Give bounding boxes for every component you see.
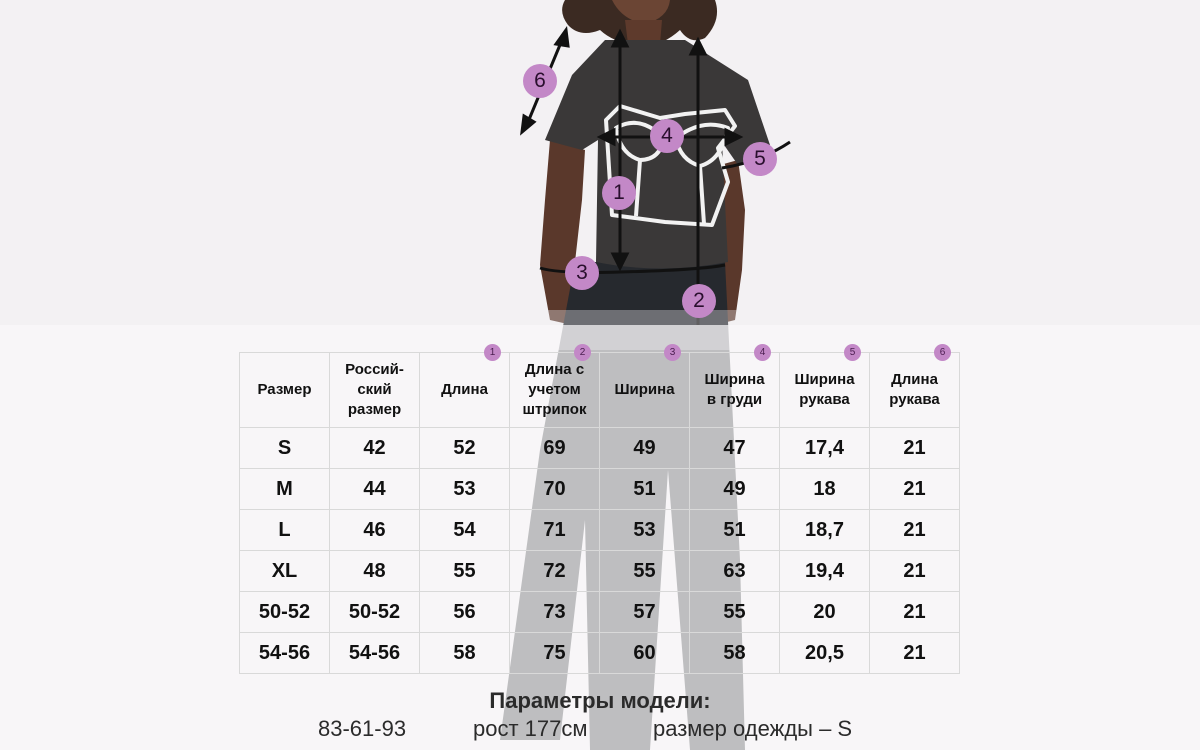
marker-3: 3 [565, 256, 599, 290]
table-cell: 52 [420, 428, 510, 469]
table-cell: 73 [510, 592, 600, 633]
table-cell: 56 [420, 592, 510, 633]
table-cell: 58 [690, 633, 780, 674]
table-cell: 71 [510, 510, 600, 551]
table-cell: 51 [600, 469, 690, 510]
table-cell: 55 [690, 592, 780, 633]
header-cell: 2 Длина с учетом штрипок [510, 353, 600, 428]
table-cell: 63 [690, 551, 780, 592]
header-cell: Размер [240, 353, 330, 428]
header-cell: 4 Ширина в груди [690, 353, 780, 428]
table-cell: 55 [600, 551, 690, 592]
header-cell: 6 Длина рукава [870, 353, 960, 428]
table-cell: L [240, 510, 330, 551]
table-row [240, 428, 960, 469]
table-cell: 48 [330, 551, 420, 592]
table-cell: 53 [600, 510, 690, 551]
header-cell: Россий- ский размер [330, 353, 420, 428]
table-cell: 20 [780, 592, 870, 633]
column-badge: 2 [574, 344, 591, 361]
table-cell: 21 [870, 592, 960, 633]
header-cell: 3 Ширина [600, 353, 690, 428]
table-cell: 72 [510, 551, 600, 592]
marker-5: 5 [743, 142, 777, 176]
model-size: размер одежды – S [653, 716, 853, 741]
column-badge: 6 [934, 344, 951, 361]
table-cell: 21 [870, 428, 960, 469]
table-cell: 57 [600, 592, 690, 633]
table-header-row [240, 353, 960, 428]
table-cell: XL [240, 551, 330, 592]
table-cell: 53 [420, 469, 510, 510]
table-cell: 70 [510, 469, 600, 510]
table-cell: M [240, 469, 330, 510]
table-cell: 50-52 [330, 592, 420, 633]
header-cell: 1 Длина [420, 353, 510, 428]
table-cell: 44 [330, 469, 420, 510]
table-cell: 21 [870, 551, 960, 592]
marker-2: 2 [682, 284, 716, 318]
table-row [240, 592, 960, 633]
table-cell: 20,5 [780, 633, 870, 674]
table-cell: 69 [510, 428, 600, 469]
table-cell: 18,7 [780, 510, 870, 551]
table-cell: 21 [870, 469, 960, 510]
table-row [240, 551, 960, 592]
table-cell: 17,4 [780, 428, 870, 469]
header-cell: 5 Ширина рукава [780, 353, 870, 428]
table-cell: 47 [690, 428, 780, 469]
model-measurements: 83-61-93 [318, 716, 407, 741]
table-cell: 51 [690, 510, 780, 551]
table-cell: 54-56 [330, 633, 420, 674]
column-badge: 3 [664, 344, 681, 361]
table-cell: 75 [510, 633, 600, 674]
table-cell: 46 [330, 510, 420, 551]
model-height: рост 177см [473, 716, 588, 741]
table-cell: 42 [330, 428, 420, 469]
table-cell: 19,4 [780, 551, 870, 592]
table-cell: 55 [420, 551, 510, 592]
table-row [240, 510, 960, 551]
table-cell: 18 [780, 469, 870, 510]
table-row [240, 469, 960, 510]
table-cell: 54-56 [240, 633, 330, 674]
table-cell: 58 [420, 633, 510, 674]
model-params-line [0, 716, 1200, 744]
table-row [240, 633, 960, 674]
table-cell: 60 [600, 633, 690, 674]
column-badge: 5 [844, 344, 861, 361]
size-chart-table [239, 347, 960, 674]
table-cell: S [240, 428, 330, 469]
marker-6: 6 [523, 64, 557, 98]
table-cell: 21 [870, 510, 960, 551]
marker-1: 1 [602, 176, 636, 210]
model-params-title: Параметры модели: [489, 688, 711, 713]
table-cell: 50-52 [240, 592, 330, 633]
table-cell: 21 [870, 633, 960, 674]
column-badge: 4 [754, 344, 771, 361]
table-cell: 49 [690, 469, 780, 510]
table-cell: 54 [420, 510, 510, 551]
column-badge: 1 [484, 344, 501, 361]
table-cell: 49 [600, 428, 690, 469]
marker-4: 4 [650, 119, 684, 153]
